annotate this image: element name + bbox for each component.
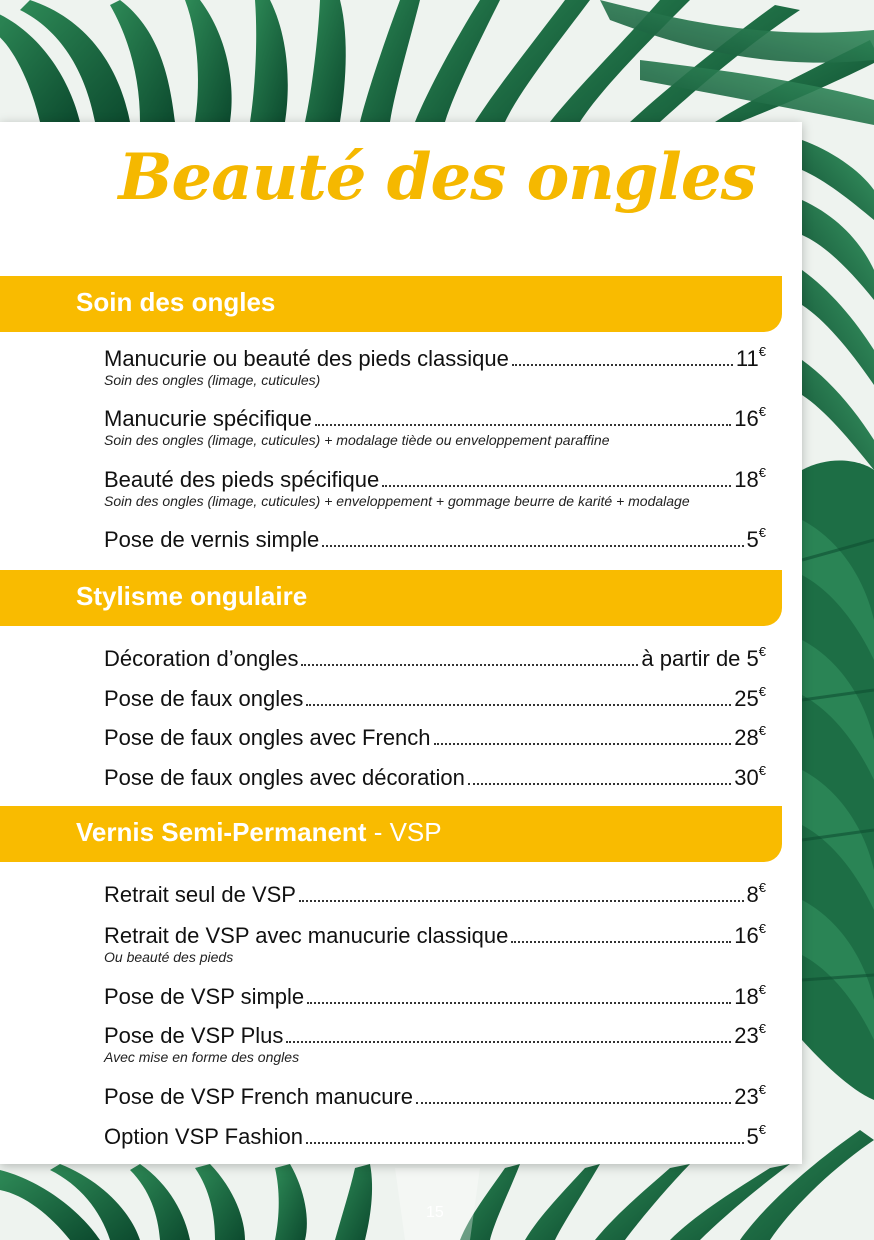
currency-symbol: € — [758, 465, 766, 480]
currency-symbol: € — [758, 1082, 766, 1097]
dot-leader — [315, 424, 731, 426]
menu-item — [104, 1080, 766, 1110]
menu-item — [104, 402, 766, 432]
menu-item-price — [734, 982, 766, 1010]
menu-item-price — [734, 465, 766, 493]
section-title-text: Stylisme ongulaire — [76, 581, 308, 611]
currency-symbol: € — [758, 344, 766, 359]
menu-item-price — [734, 763, 766, 791]
menu-item-name: Retrait seul de VSP — [104, 882, 296, 907]
currency-symbol: € — [758, 880, 766, 895]
price-value: 23 — [734, 1023, 759, 1048]
page-title: Beauté des ongles — [118, 140, 756, 215]
price-value: à partir de 5 — [641, 646, 759, 671]
dot-leader — [434, 743, 732, 745]
menu-item — [104, 1120, 766, 1150]
menu-item-price — [747, 1122, 766, 1150]
menu-item-name: Pose de VSP simple — [104, 984, 305, 1009]
price-value: 30 — [734, 765, 759, 790]
dot-leader — [382, 485, 731, 487]
section-title-text: Soin des ongles — [76, 287, 276, 317]
menu-item-price — [734, 1082, 766, 1110]
menu-item-price — [736, 344, 766, 372]
menu-item — [104, 342, 766, 372]
menu-item-name: Retrait de VSP avec manucurie classique — [104, 923, 509, 948]
menu-item-name: Pose de vernis simple — [104, 527, 320, 552]
dot-leader — [307, 1002, 731, 1004]
menu-item-price — [734, 684, 766, 712]
menu-item-description: Avec mise en forme des ongles — [104, 1049, 300, 1065]
currency-symbol: € — [758, 404, 766, 419]
menu-item-price — [734, 404, 766, 432]
menu-item-description: Soin des ongles (limage, cuticules) + modalage tiède ou enveloppement paraffine — [104, 432, 610, 448]
dot-leader — [416, 1102, 731, 1104]
price-value: 5 — [746, 527, 759, 552]
section-header — [0, 570, 782, 626]
price-value: 5 — [746, 1124, 759, 1149]
price-value: 18 — [734, 467, 759, 492]
menu-item — [104, 463, 766, 493]
menu-item — [104, 980, 766, 1010]
menu-item-price — [734, 921, 766, 949]
currency-symbol: € — [758, 723, 766, 738]
menu-item-name: Pose de faux ongles — [104, 686, 304, 711]
menu-item-name: Option VSP Fashion — [104, 1124, 303, 1149]
section-title — [76, 581, 307, 612]
menu-item — [104, 523, 766, 553]
price-value: 28 — [734, 725, 759, 750]
menu-item-description: Ou beauté des pieds — [104, 949, 234, 965]
page-number: 15 — [426, 1204, 444, 1221]
currency-symbol: € — [758, 1122, 766, 1137]
section-header — [0, 806, 782, 862]
section-header — [0, 276, 782, 332]
price-value: 16 — [734, 406, 759, 431]
menu-item-price — [641, 644, 766, 672]
menu-item — [104, 919, 766, 949]
menu-item-price — [734, 1021, 766, 1049]
menu-item-price — [734, 723, 766, 751]
dot-leader — [512, 364, 733, 366]
currency-symbol: € — [758, 644, 766, 659]
menu-item-name: Manucurie ou beauté des pieds classique — [104, 346, 509, 371]
menu-item — [104, 761, 766, 791]
menu-item-name: Pose de faux ongles avec French — [104, 725, 431, 750]
price-value: 18 — [734, 984, 759, 1009]
menu-item — [104, 1019, 766, 1049]
menu-item-name: Pose de faux ongles avec décoration — [104, 765, 465, 790]
dot-leader — [322, 545, 743, 547]
menu-item — [104, 682, 766, 712]
menu-item — [104, 878, 766, 908]
currency-symbol: € — [758, 684, 766, 699]
price-value: 8 — [746, 882, 759, 907]
dot-leader — [299, 900, 744, 902]
section-title-suffix: - VSP — [366, 817, 442, 847]
menu-item — [104, 642, 766, 672]
menu-item-name: Pose de VSP French manucure — [104, 1084, 413, 1109]
dot-leader — [511, 941, 731, 943]
dot-leader — [306, 704, 731, 706]
currency-symbol: € — [758, 763, 766, 778]
menu-item-name: Décoration d’ongles — [104, 646, 299, 671]
currency-symbol: € — [758, 921, 766, 936]
price-value: 16 — [734, 923, 759, 948]
menu-item-price — [747, 880, 766, 908]
menu-item-price — [747, 525, 766, 553]
menu-item-name: Manucurie spécifique — [104, 406, 312, 431]
dot-leader — [286, 1041, 731, 1043]
dot-leader — [306, 1142, 744, 1144]
price-value: 23 — [734, 1084, 759, 1109]
section-title-text: Vernis Semi-Permanent — [76, 817, 367, 847]
dot-leader — [301, 664, 638, 666]
price-value: 11 — [735, 346, 759, 371]
menu-item-description: Soin des ongles (limage, cuticules) — [104, 372, 321, 388]
menu-item-name: Pose de VSP Plus — [104, 1023, 284, 1048]
section-title — [76, 817, 442, 848]
menu-item — [104, 721, 766, 751]
price-value: 25 — [734, 686, 759, 711]
currency-symbol: € — [758, 982, 766, 997]
currency-symbol: € — [758, 525, 766, 540]
menu-item-description: Soin des ongles (limage, cuticules) + enveloppement + gommage beurre de karité + modalage — [104, 493, 690, 509]
currency-symbol: € — [758, 1021, 766, 1036]
section-title — [76, 287, 275, 318]
dot-leader — [468, 783, 731, 785]
menu-item-name: Beauté des pieds spécifique — [104, 467, 380, 492]
